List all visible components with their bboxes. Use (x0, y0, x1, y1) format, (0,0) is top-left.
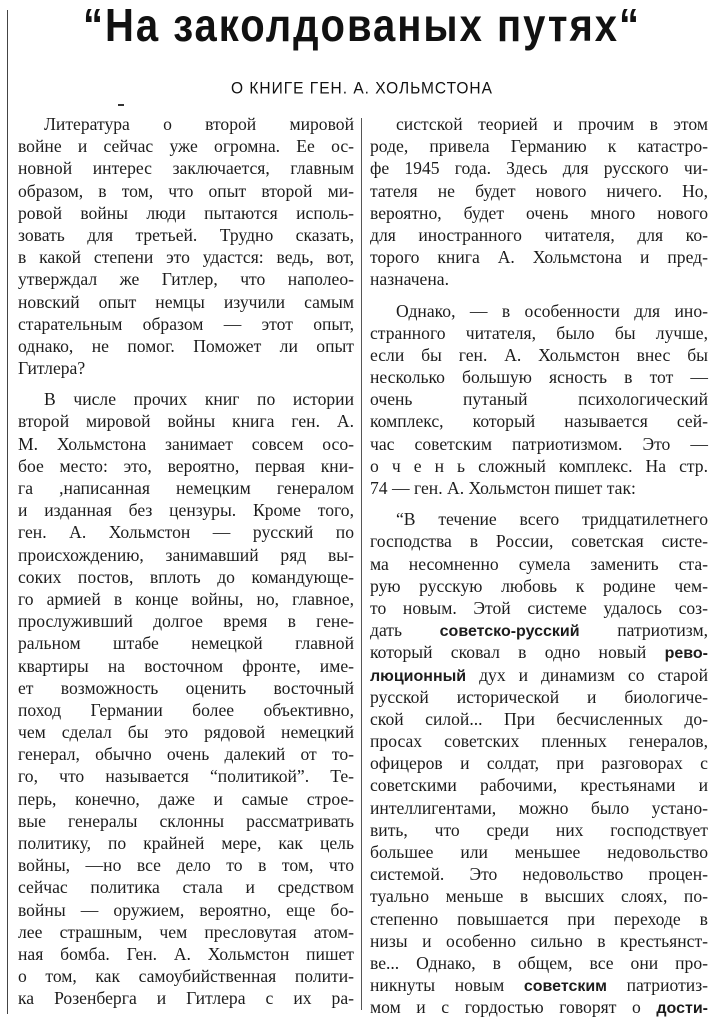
emphasized-text: дости- (656, 1000, 708, 1018)
text-line: если бы ген. А. Хольмстон внес бы (370, 344, 708, 365)
emphasized-text: рево- (664, 645, 708, 663)
text-line: господства в России, советская систе- (370, 531, 708, 552)
text-line: в какой степени это удастся: ведь, вот, (18, 247, 354, 268)
text-line: образом, в том, что опыт второй ми- (18, 180, 354, 201)
text-line: го, что называется “политикой”. Те- (18, 766, 354, 787)
text-line: странного читателя, было бы лучше, (370, 322, 708, 343)
text-line: офицеров и солдат, при разговорах с (370, 753, 708, 774)
text-line: утверждал же Гитлер, что наполео- (18, 269, 354, 290)
paragraph-gap (18, 379, 354, 388)
text-line: ген. А. Хольмстон — русский по (18, 522, 354, 543)
text-line: ве... Однако, в общем, все они про- (370, 952, 708, 973)
text-line: го армией в конце войны, но, главное, (18, 588, 354, 609)
article-headline: “На заколдованых путях“ (82, 0, 642, 52)
text-line: второй мировой войны книга ген. А. (18, 411, 354, 432)
text-line: назначена. (370, 269, 449, 290)
text-line: то новым. Этой системе удалось соз- (370, 597, 708, 618)
text-line: происхождению, занимавший ряд вы- (18, 544, 354, 565)
text-line: новной интерес заключается, главным (18, 158, 354, 179)
text-line: фе 1945 года. Здесь для русского чи- (370, 158, 708, 179)
text-line: га ,написанная немецким генералом (18, 478, 354, 498)
text-line: очень путаный психологический (370, 389, 708, 410)
emphasized-text: люционный (370, 667, 467, 685)
text-line: рую русскую любовь к родине чем- (370, 575, 708, 596)
text-line: вые генералы склонны рассматривать (18, 810, 354, 831)
text-line: В числе прочих книг по истории (44, 389, 354, 410)
text-line: Однако, — в особенности для ино- (396, 300, 708, 321)
text-line: для иностранного читателя, для ко- (370, 224, 708, 245)
text-line: ской силой... При бесчисленных до- (370, 708, 708, 729)
text-line: ма несомненно сумела заменить ста- (370, 553, 708, 574)
column-divider (361, 118, 362, 1010)
text-line: торого книга А. Хольмстона и пред- (370, 247, 708, 268)
text-line: просах советских пленных генералов, (370, 731, 708, 752)
paragraph (370, 508, 708, 1018)
text-line: и изданная без цензуры. Кроме того, (18, 500, 354, 521)
text-line: ральном штабе немецкой главной (18, 633, 354, 654)
text-line: ровой войны люди пытаются исполь- (18, 202, 354, 223)
text-line: роде, привела Германию к катастро- (370, 136, 708, 157)
text-line: однако, не помог. Поможет ли опыт (18, 335, 354, 356)
text-line: большее или меньшее недовольство (370, 842, 708, 862)
text-line: лее страшным, чем пресловутая атом- (18, 921, 354, 942)
text-line: поход Германии более объективно, (18, 699, 354, 720)
text-line: войны, —но все дело то в том, что (18, 855, 354, 876)
right-text-column (370, 113, 708, 1019)
text-line: который сковал в одно новый рево- (370, 642, 708, 663)
emphasized-text: советским (523, 978, 608, 996)
text-line: тателя не будет нового ничего. Но, (370, 180, 708, 201)
emphasized-text: советско-русский (439, 623, 580, 641)
text-line: о ч е н ь сложный комплекс. На стр. (370, 455, 708, 476)
text-line: войне и сейчас уже огромна. Ее ос- (18, 136, 354, 157)
paragraph-gap (370, 499, 708, 508)
text-line: мом и с гордостью говорят о дости- (370, 997, 708, 1018)
text-line: систской теорией и прочим в этом (396, 114, 708, 134)
text-line: политику, по крайней мере, как цель (18, 833, 354, 853)
text-line: старательным образом — этот опыт, (18, 313, 354, 334)
text-line: вероятно, будет очень много нового (370, 202, 708, 223)
text-line: сейчас политика стала и средством (18, 877, 354, 898)
text-line: соких постов, вплоть до командующе- (18, 566, 354, 587)
text-line: комплекс, который называется сей- (370, 411, 708, 432)
paragraph (18, 388, 354, 1009)
text-line: вить, что среди них господствует (370, 819, 708, 840)
text-line: люционный дух и динамизм со старой (370, 664, 708, 685)
text-line: квартиры на восточном фронте, име- (18, 655, 354, 676)
text-line: Гитлера? (18, 358, 86, 379)
text-line: никнуты новым советским патриотиз- (370, 975, 709, 996)
text-line: войны — оружием, вероятно, еще бо- (18, 899, 354, 920)
text-line: несколько большую ясность в тот — (370, 367, 708, 388)
paragraph (370, 300, 708, 500)
text-line: интеллигентами, можно было устано- (370, 797, 708, 818)
paragraph-gap (370, 291, 708, 300)
text-line: 74 — ген. А. Хольмстон пишет так: (370, 478, 636, 498)
text-line: чем сделал бы это рядовой немецкий (18, 722, 354, 743)
text-line: прослуживший долгое время в гене- (18, 611, 354, 632)
paragraph (18, 113, 354, 379)
text-line: низы и особенно сильно в крестьянст- (370, 930, 708, 951)
text-line: туально меньше в высших слоях, по- (370, 886, 708, 907)
text-line: о том, как самоубийственная полити- (18, 966, 354, 987)
text-line: ная бомба. Ген. А. Хольмстон пишет (18, 943, 354, 964)
text-line: ка Розенберга и Гитлера с их ра- (18, 988, 354, 1009)
text-line: М. Хольмстона занимает совсем осо- (18, 433, 354, 454)
decorative-dash (118, 104, 124, 106)
text-line: Литература о второй мировой (44, 114, 354, 134)
text-line: русской исторической и биологиче- (370, 686, 708, 707)
text-line: бое место: это, вероятно, первая кни- (18, 455, 354, 476)
text-line: новский опыт немцы изучили самым (18, 291, 354, 312)
text-line: час советским патриотизмом. Это — (370, 433, 708, 454)
text-line: зовать для третьей. Трудно сказать, (18, 224, 354, 245)
text-line: дать советско-русский патриотизм, (370, 620, 708, 641)
text-line: генерал, обычно очень далекий от то- (18, 744, 354, 765)
text-line: ет возможность оценить восточный (18, 677, 354, 698)
text-line: советскими рабочими, крестьянами и (370, 775, 708, 796)
text-line: “В течение всего тридцатилетнего (396, 509, 708, 530)
article-subheadline: О КНИГЕ ГЕН. А. ХОЛЬМСТОНА (231, 79, 493, 98)
text-line: системой. Это недовольство процен- (370, 864, 708, 885)
left-text-column (18, 113, 354, 1010)
page-left-border (7, 10, 8, 1014)
text-line: степенно повышается при переходе в (370, 908, 708, 929)
text-line: перь, конечно, даже и самые строе- (18, 788, 354, 809)
paragraph (370, 113, 708, 291)
